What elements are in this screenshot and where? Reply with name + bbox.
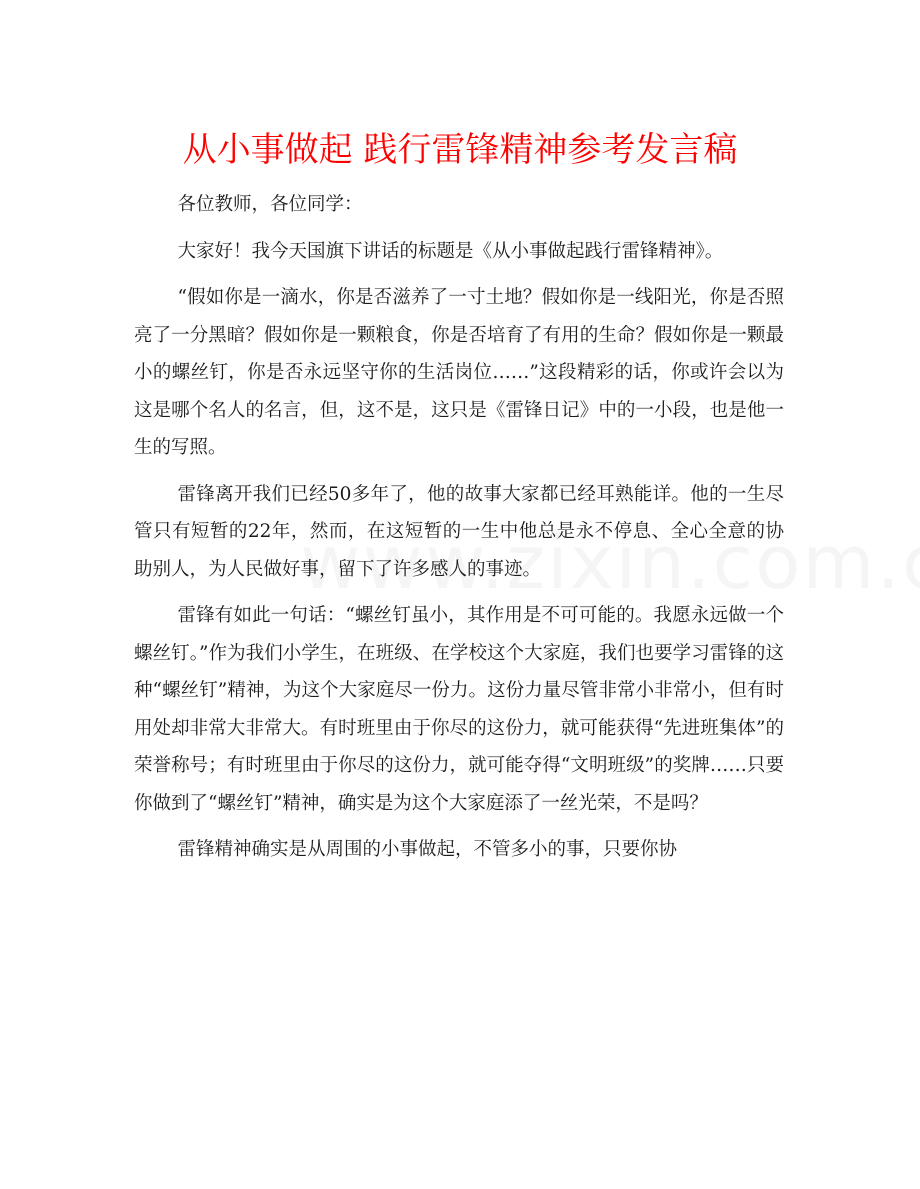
document-body: [134, 186, 784, 878]
closing-paragraph: 雷锋精神确实是从周围的小事做起，不管多小的事，只要你协: [177, 839, 677, 860]
leifeng-story-paragraph: 雷锋离开我们已经50多年了，他的故事大家都已经耳熟能详。他的一生尽管只有短暂的22年，然而，在这短暂的一生中他总是永不停息、全心全意的协助别人，为人民做好事，留下了许多感人的事迹。: [134, 483, 784, 580]
screw-spirit-paragraph: 雷锋有如此一句话：“螺丝钉虽小，其作用是不可可能的。我愿永远做一个螺丝钉。”作为我们小学生，在班级、在学校这个大家庭，我们也要学习雷锋的这种“螺丝钉”精神，为这个大家庭尽一份力。这份力量尽管非常小非常小，但有时用处却非常大非常大。有时班里由于你尽的这份力，就可能获得“先进班集体”的荣誉称号；有时班里由于你尽的这份力，就可能夺得“文明班级”的奖牌……只要你做到了“螺丝钉”精神，确实是为这个大家庭添了一丝光荣，不是吗？: [134, 605, 784, 814]
greeting-paragraph: 大家好！我今天国旗下讲话的标题是《从小事做起践行雷锋精神》。: [177, 240, 724, 262]
document-title: 从小事做起 践行雷锋精神参考发言稿: [182, 130, 738, 170]
salutation-paragraph: 各位教师，各位同学：: [177, 194, 363, 215]
quote-paragraph: “假如你是一滴水，你是否滋养了一寸土地？假如你是一线阳光，你是否照亮了一分黑暗？假如你是一颗粮食，你是否培育了有用的生命？假如你是一颗最小的螺丝钉，你是否永远坚守你的生活岗位……”这段精彩的话，你或许会以为这是哪个名人的名言，但，这不是，这只是《雷锋日记》中的一小段，也是他一生的写照。: [134, 287, 784, 458]
